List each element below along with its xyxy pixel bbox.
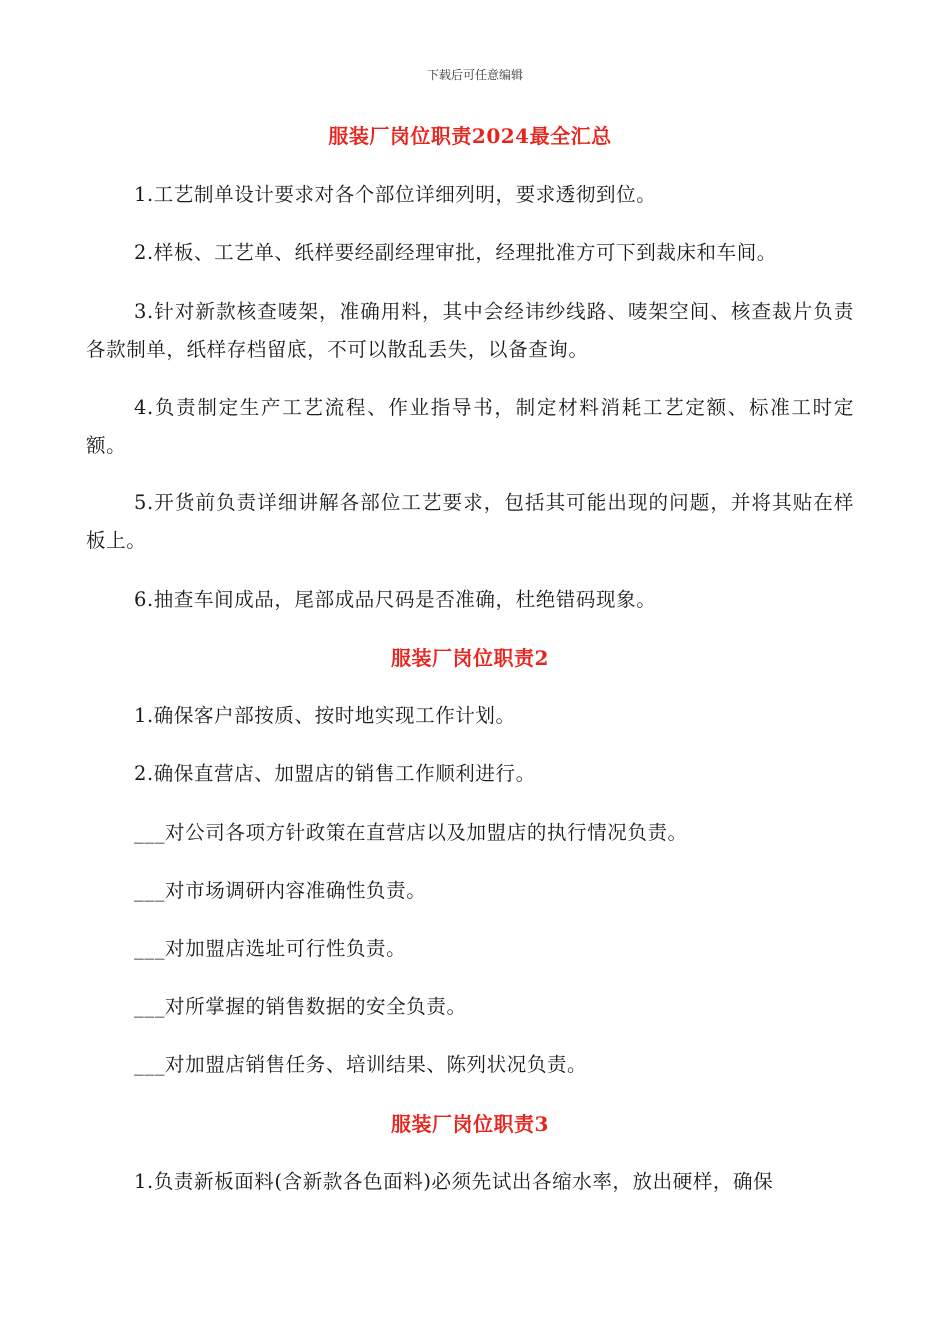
list-item: 2.样板、工艺单、纸样要经副经理审批，经理批准方可下到裁床和车间。 (134, 241, 777, 264)
header-note: 下载后可任意编辑 (426, 68, 523, 82)
list-item: ___对市场调研内容准确性负责。 (134, 879, 427, 902)
list-item: 4.负责制定生产工艺流程、作业指导书，制定材料消耗工艺定额、标准工时定额。 (86, 396, 854, 457)
list-item: 1.确保客户部按质、按时地实现工作计划。 (134, 704, 516, 727)
list-item: ___对公司各项方针政策在直营店以及加盟店的执行情况负责。 (134, 821, 688, 844)
list-item: 2.确保直营店、加盟店的销售工作顺利进行。 (134, 762, 536, 785)
section-title: 服装厂岗位职责3 (391, 1112, 549, 1136)
list-item: 6.抽查车间成品，尾部成品尺码是否准确，杜绝错码现象。 (134, 588, 657, 611)
list-item: ___对加盟店销售任务、培训结果、陈列状况负责。 (134, 1053, 588, 1076)
list-item: ___对所掌握的销售数据的安全负责。 (134, 995, 467, 1018)
section-title: 服装厂岗位职责2024最全汇总 (328, 124, 612, 148)
list-item: 3.针对新款核查唛架，准确用料，其中会经讳纱线路、唛架空间、核查裁片负责各款制单，纸样存档留底，不可以散乱丢失，以备查询。 (86, 300, 854, 361)
list-item: 1.负责新板面料(含新款各色面料)必须先试出各缩水率，放出硬样，确保 (134, 1170, 774, 1193)
list-item: 5.开货前负责详细讲解各部位工艺要求，包括其可能出现的问题，并将其贴在样板上。 (86, 491, 854, 552)
list-item: ___对加盟店选址可行性负责。 (134, 937, 407, 960)
section-title: 服装厂岗位职责2 (391, 646, 549, 670)
list-item: 1.工艺制单设计要求对各个部位详细列明，要求透彻到位。 (134, 183, 657, 206)
